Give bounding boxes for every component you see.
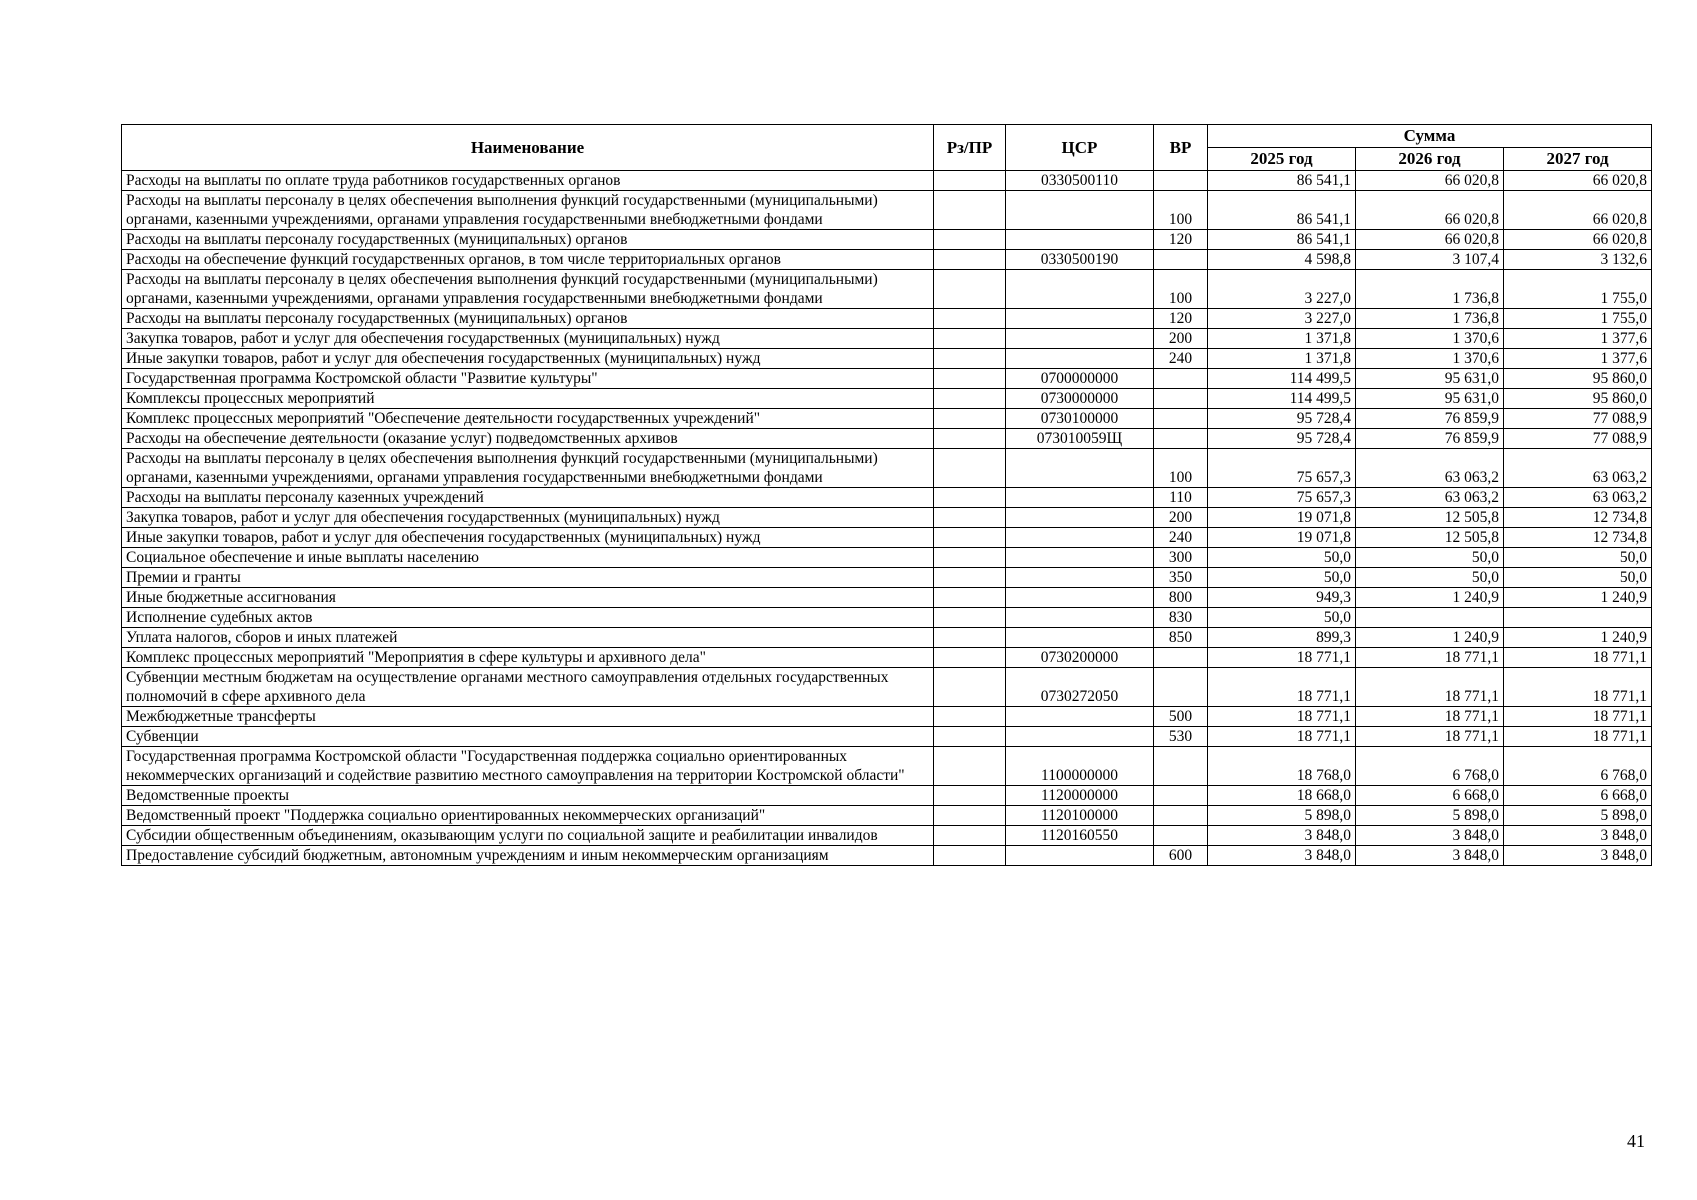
cell-name: Расходы на обеспечение деятельности (оказание услуг) подведомственных архивов	[122, 429, 934, 449]
cell-y2027: 66 020,8	[1504, 171, 1652, 191]
table-row	[122, 648, 1652, 668]
cell-y2025: 949,3	[1208, 588, 1356, 608]
cell-vr: 600	[1154, 846, 1208, 866]
cell-name: Расходы на выплаты персоналу в целях обеспечения выполнения функций государственными (муниципальными) органами, казенными учреждениями, органами управления государственными внебюджетными фондами	[122, 270, 934, 309]
table-row	[122, 270, 1652, 309]
cell-y2025: 18 668,0	[1208, 786, 1356, 806]
cell-y2026: 50,0	[1356, 548, 1504, 568]
table-row	[122, 668, 1652, 707]
cell-csr	[1006, 568, 1154, 588]
table-row	[122, 230, 1652, 250]
cell-y2027: 66 020,8	[1504, 230, 1652, 250]
cell-csr: 0330500190	[1006, 250, 1154, 270]
cell-y2027: 50,0	[1504, 568, 1652, 588]
cell-vr: 240	[1154, 349, 1208, 369]
table-row	[122, 409, 1652, 429]
cell-rzpr	[934, 528, 1006, 548]
cell-vr: 800	[1154, 588, 1208, 608]
cell-vr: 530	[1154, 727, 1208, 747]
cell-y2027: 66 020,8	[1504, 191, 1652, 230]
cell-y2026: 3 848,0	[1356, 846, 1504, 866]
cell-csr	[1006, 846, 1154, 866]
cell-y2026: 95 631,0	[1356, 389, 1504, 409]
cell-y2026: 5 898,0	[1356, 806, 1504, 826]
cell-y2027: 18 771,1	[1504, 648, 1652, 668]
cell-y2027: 12 734,8	[1504, 508, 1652, 528]
cell-rzpr	[934, 250, 1006, 270]
cell-name: Комплекс процессных мероприятий "Мероприятия в сфере культуры и архивного дела"	[122, 648, 934, 668]
cell-vr	[1154, 389, 1208, 409]
table-row	[122, 608, 1652, 628]
cell-y2026: 1 736,8	[1356, 309, 1504, 329]
cell-y2025: 86 541,1	[1208, 230, 1356, 250]
table-row	[122, 250, 1652, 270]
cell-name: Расходы на обеспечение функций государственных органов, в том числе территориальных органов	[122, 250, 934, 270]
cell-vr: 850	[1154, 628, 1208, 648]
cell-y2026	[1356, 608, 1504, 628]
table-row	[122, 389, 1652, 409]
cell-y2026: 1 736,8	[1356, 270, 1504, 309]
cell-y2027: 18 771,1	[1504, 668, 1652, 707]
cell-y2027: 77 088,9	[1504, 429, 1652, 449]
cell-csr	[1006, 230, 1154, 250]
cell-vr	[1154, 786, 1208, 806]
cell-y2027: 1 377,6	[1504, 329, 1652, 349]
header-rzpr: Рз/ПР	[934, 125, 1006, 171]
cell-y2025: 50,0	[1208, 568, 1356, 588]
cell-name: Премии и гранты	[122, 568, 934, 588]
cell-rzpr	[934, 648, 1006, 668]
cell-y2026: 18 771,1	[1356, 727, 1504, 747]
cell-vr: 300	[1154, 548, 1208, 568]
cell-name: Предоставление субсидий бюджетным, автономным учреждениям и иным некоммерческим организациям	[122, 846, 934, 866]
cell-rzpr	[934, 588, 1006, 608]
cell-csr	[1006, 488, 1154, 508]
cell-vr	[1154, 171, 1208, 191]
cell-name: Расходы на выплаты персоналу в целях обеспечения выполнения функций государственными (муниципальными) органами, казенными учреждениями, органами управления государственными внебюджетными фондами	[122, 449, 934, 488]
cell-name: Межбюджетные трансферты	[122, 707, 934, 727]
cell-y2025: 1 371,8	[1208, 329, 1356, 349]
cell-y2026: 3 848,0	[1356, 826, 1504, 846]
cell-csr: 0730100000	[1006, 409, 1154, 429]
cell-csr: 073010059Щ	[1006, 429, 1154, 449]
cell-y2026: 63 063,2	[1356, 449, 1504, 488]
cell-y2025: 3 227,0	[1208, 309, 1356, 329]
cell-vr	[1154, 429, 1208, 449]
page-number: 41	[1627, 1131, 1645, 1151]
cell-vr	[1154, 409, 1208, 429]
cell-y2027: 95 860,0	[1504, 369, 1652, 389]
table-row	[122, 349, 1652, 369]
table-row	[122, 628, 1652, 648]
cell-csr	[1006, 449, 1154, 488]
cell-y2027: 1 377,6	[1504, 349, 1652, 369]
header-2025: 2025 год	[1208, 148, 1356, 171]
cell-csr	[1006, 349, 1154, 369]
cell-y2026: 6 768,0	[1356, 747, 1504, 786]
cell-vr	[1154, 747, 1208, 786]
cell-y2027: 50,0	[1504, 548, 1652, 568]
cell-y2027: 3 848,0	[1504, 826, 1652, 846]
cell-rzpr	[934, 568, 1006, 588]
cell-rzpr	[934, 429, 1006, 449]
cell-y2026: 12 505,8	[1356, 508, 1504, 528]
cell-y2027: 1 755,0	[1504, 309, 1652, 329]
cell-rzpr	[934, 389, 1006, 409]
table-row	[122, 191, 1652, 230]
header-vr: ВР	[1154, 125, 1208, 171]
cell-csr: 0730200000	[1006, 648, 1154, 668]
cell-name: Расходы на выплаты по оплате труда работников государственных органов	[122, 171, 934, 191]
header-2027: 2027 год	[1504, 148, 1652, 171]
header-summa: Сумма	[1208, 125, 1652, 148]
cell-y2025: 86 541,1	[1208, 191, 1356, 230]
cell-y2026: 18 771,1	[1356, 707, 1504, 727]
cell-y2025: 114 499,5	[1208, 369, 1356, 389]
cell-vr: 120	[1154, 309, 1208, 329]
cell-vr: 100	[1154, 191, 1208, 230]
cell-y2025: 18 771,1	[1208, 727, 1356, 747]
cell-csr	[1006, 727, 1154, 747]
table-row	[122, 329, 1652, 349]
table-row	[122, 429, 1652, 449]
cell-y2025: 95 728,4	[1208, 429, 1356, 449]
cell-y2027: 3 132,6	[1504, 250, 1652, 270]
cell-csr: 0330500110	[1006, 171, 1154, 191]
cell-rzpr	[934, 309, 1006, 329]
cell-csr	[1006, 508, 1154, 528]
cell-rzpr	[934, 270, 1006, 309]
cell-rzpr	[934, 349, 1006, 369]
cell-vr: 500	[1154, 707, 1208, 727]
cell-y2026: 76 859,9	[1356, 429, 1504, 449]
cell-y2026: 3 107,4	[1356, 250, 1504, 270]
cell-y2027: 63 063,2	[1504, 488, 1652, 508]
cell-y2026: 6 668,0	[1356, 786, 1504, 806]
cell-y2027: 1 240,9	[1504, 628, 1652, 648]
cell-rzpr	[934, 508, 1006, 528]
cell-rzpr	[934, 707, 1006, 727]
cell-vr	[1154, 369, 1208, 389]
budget-table-container	[121, 124, 1651, 866]
cell-name: Ведомственные проекты	[122, 786, 934, 806]
table-row	[122, 548, 1652, 568]
cell-rzpr	[934, 747, 1006, 786]
cell-csr: 0730000000	[1006, 389, 1154, 409]
cell-vr: 100	[1154, 270, 1208, 309]
table-body	[122, 171, 1652, 866]
cell-vr: 110	[1154, 488, 1208, 508]
cell-name: Расходы на выплаты персоналу казенных учреждений	[122, 488, 934, 508]
cell-y2027: 1 755,0	[1504, 270, 1652, 309]
table-row	[122, 568, 1652, 588]
cell-rzpr	[934, 171, 1006, 191]
cell-name: Комплексы процессных мероприятий	[122, 389, 934, 409]
cell-y2026: 50,0	[1356, 568, 1504, 588]
cell-csr	[1006, 608, 1154, 628]
cell-y2026: 63 063,2	[1356, 488, 1504, 508]
cell-name: Комплекс процессных мероприятий "Обеспечение деятельности государственных учреждений"	[122, 409, 934, 429]
table-row	[122, 747, 1652, 786]
cell-name: Иные закупки товаров, работ и услуг для обеспечения государственных (муниципальных) нужд	[122, 349, 934, 369]
table-row	[122, 528, 1652, 548]
cell-csr: 1120000000	[1006, 786, 1154, 806]
table-row	[122, 369, 1652, 389]
cell-csr: 1100000000	[1006, 747, 1154, 786]
cell-y2027: 6 668,0	[1504, 786, 1652, 806]
table-row	[122, 806, 1652, 826]
cell-name: Государственная программа Костромской области "Развитие культуры"	[122, 369, 934, 389]
cell-y2025: 1 371,8	[1208, 349, 1356, 369]
cell-y2025: 75 657,3	[1208, 488, 1356, 508]
cell-vr: 350	[1154, 568, 1208, 588]
cell-vr: 200	[1154, 508, 1208, 528]
cell-y2026: 1 240,9	[1356, 628, 1504, 648]
table-row	[122, 309, 1652, 329]
cell-name: Иные закупки товаров, работ и услуг для обеспечения государственных (муниципальных) нужд	[122, 528, 934, 548]
cell-y2025: 3 848,0	[1208, 826, 1356, 846]
budget-table	[121, 124, 1652, 866]
cell-y2025: 114 499,5	[1208, 389, 1356, 409]
table-row	[122, 588, 1652, 608]
cell-csr	[1006, 270, 1154, 309]
header-2026: 2026 год	[1356, 148, 1504, 171]
cell-y2026: 66 020,8	[1356, 230, 1504, 250]
cell-name: Ведомственный проект "Поддержка социально ориентированных некоммерческих организаций"	[122, 806, 934, 826]
table-row	[122, 449, 1652, 488]
cell-y2027	[1504, 608, 1652, 628]
cell-name: Расходы на выплаты персоналу государственных (муниципальных) органов	[122, 309, 934, 329]
cell-rzpr	[934, 846, 1006, 866]
cell-y2026: 66 020,8	[1356, 171, 1504, 191]
cell-csr	[1006, 588, 1154, 608]
table-row	[122, 786, 1652, 806]
cell-name: Расходы на выплаты персоналу в целях обеспечения выполнения функций государственными (муниципальными) органами, казенными учреждениями, органами управления государственными внебюджетными фондами	[122, 191, 934, 230]
cell-y2025: 75 657,3	[1208, 449, 1356, 488]
cell-y2025: 18 771,1	[1208, 668, 1356, 707]
header-csr: ЦСР	[1006, 125, 1154, 171]
cell-y2026: 1 370,6	[1356, 329, 1504, 349]
cell-vr: 830	[1154, 608, 1208, 628]
cell-vr: 120	[1154, 230, 1208, 250]
cell-name: Субвенции местным бюджетам на осуществление органами местного самоуправления отдельных государственных полномочий в сфере архивного дела	[122, 668, 934, 707]
cell-y2025: 86 541,1	[1208, 171, 1356, 191]
cell-y2025: 50,0	[1208, 608, 1356, 628]
cell-rzpr	[934, 409, 1006, 429]
table-row	[122, 488, 1652, 508]
cell-y2025: 3 227,0	[1208, 270, 1356, 309]
cell-rzpr	[934, 369, 1006, 389]
cell-rzpr	[934, 806, 1006, 826]
cell-y2027: 5 898,0	[1504, 806, 1652, 826]
cell-vr	[1154, 806, 1208, 826]
cell-rzpr	[934, 608, 1006, 628]
cell-rzpr	[934, 548, 1006, 568]
cell-y2025: 18 768,0	[1208, 747, 1356, 786]
cell-name: Исполнение судебных актов	[122, 608, 934, 628]
cell-csr: 1120160550	[1006, 826, 1154, 846]
cell-y2027: 12 734,8	[1504, 528, 1652, 548]
cell-y2026: 95 631,0	[1356, 369, 1504, 389]
cell-rzpr	[934, 628, 1006, 648]
table-row	[122, 508, 1652, 528]
cell-vr	[1154, 826, 1208, 846]
cell-csr	[1006, 191, 1154, 230]
cell-csr	[1006, 329, 1154, 349]
cell-rzpr	[934, 230, 1006, 250]
cell-y2027: 3 848,0	[1504, 846, 1652, 866]
cell-y2025: 5 898,0	[1208, 806, 1356, 826]
cell-y2027: 6 768,0	[1504, 747, 1652, 786]
cell-rzpr	[934, 826, 1006, 846]
header-name: Наименование	[122, 125, 934, 171]
cell-y2025: 899,3	[1208, 628, 1356, 648]
cell-name: Иные бюджетные ассигнования	[122, 588, 934, 608]
cell-name: Государственная программа Костромской области "Государственная поддержка социально ориентированных некоммерческих организаций и содействие развитию местного самоуправления на территории Костромской области"	[122, 747, 934, 786]
cell-vr	[1154, 648, 1208, 668]
cell-vr	[1154, 250, 1208, 270]
cell-y2025: 3 848,0	[1208, 846, 1356, 866]
cell-name: Субсидии общественным объединениям, оказывающим услуги по социальной защите и реабилитации инвалидов	[122, 826, 934, 846]
cell-y2025: 95 728,4	[1208, 409, 1356, 429]
cell-name: Субвенции	[122, 727, 934, 747]
cell-name: Социальное обеспечение и иные выплаты населению	[122, 548, 934, 568]
cell-y2025: 18 771,1	[1208, 648, 1356, 668]
cell-rzpr	[934, 449, 1006, 488]
cell-csr: 0730272050	[1006, 668, 1154, 707]
cell-y2025: 18 771,1	[1208, 707, 1356, 727]
table-row	[122, 707, 1652, 727]
cell-rzpr	[934, 727, 1006, 747]
cell-csr	[1006, 309, 1154, 329]
cell-y2025: 50,0	[1208, 548, 1356, 568]
cell-vr: 240	[1154, 528, 1208, 548]
cell-y2026: 12 505,8	[1356, 528, 1504, 548]
cell-rzpr	[934, 329, 1006, 349]
cell-name: Закупка товаров, работ и услуг для обеспечения государственных (муниципальных) нужд	[122, 508, 934, 528]
cell-y2025: 19 071,8	[1208, 528, 1356, 548]
cell-vr: 200	[1154, 329, 1208, 349]
cell-y2025: 4 598,8	[1208, 250, 1356, 270]
cell-name: Закупка товаров, работ и услуг для обеспечения государственных (муниципальных) нужд	[122, 329, 934, 349]
cell-y2026: 66 020,8	[1356, 191, 1504, 230]
cell-csr	[1006, 628, 1154, 648]
table-header	[122, 125, 1652, 171]
cell-rzpr	[934, 786, 1006, 806]
cell-y2026: 76 859,9	[1356, 409, 1504, 429]
cell-y2025: 19 071,8	[1208, 508, 1356, 528]
cell-csr	[1006, 528, 1154, 548]
table-row	[122, 727, 1652, 747]
cell-y2027: 63 063,2	[1504, 449, 1652, 488]
cell-y2026: 1 370,6	[1356, 349, 1504, 369]
cell-csr	[1006, 548, 1154, 568]
cell-name: Уплата налогов, сборов и иных платежей	[122, 628, 934, 648]
cell-rzpr	[934, 191, 1006, 230]
cell-csr: 1120100000	[1006, 806, 1154, 826]
cell-y2027: 18 771,1	[1504, 727, 1652, 747]
table-row	[122, 171, 1652, 191]
table-row	[122, 846, 1652, 866]
cell-rzpr	[934, 668, 1006, 707]
cell-y2027: 1 240,9	[1504, 588, 1652, 608]
cell-csr: 0700000000	[1006, 369, 1154, 389]
cell-vr: 100	[1154, 449, 1208, 488]
cell-y2027: 18 771,1	[1504, 707, 1652, 727]
cell-y2027: 95 860,0	[1504, 389, 1652, 409]
cell-rzpr	[934, 488, 1006, 508]
cell-y2027: 77 088,9	[1504, 409, 1652, 429]
cell-csr	[1006, 707, 1154, 727]
table-row	[122, 826, 1652, 846]
cell-y2026: 18 771,1	[1356, 648, 1504, 668]
cell-name: Расходы на выплаты персоналу государственных (муниципальных) органов	[122, 230, 934, 250]
cell-y2026: 18 771,1	[1356, 668, 1504, 707]
cell-vr	[1154, 668, 1208, 707]
cell-y2026: 1 240,9	[1356, 588, 1504, 608]
